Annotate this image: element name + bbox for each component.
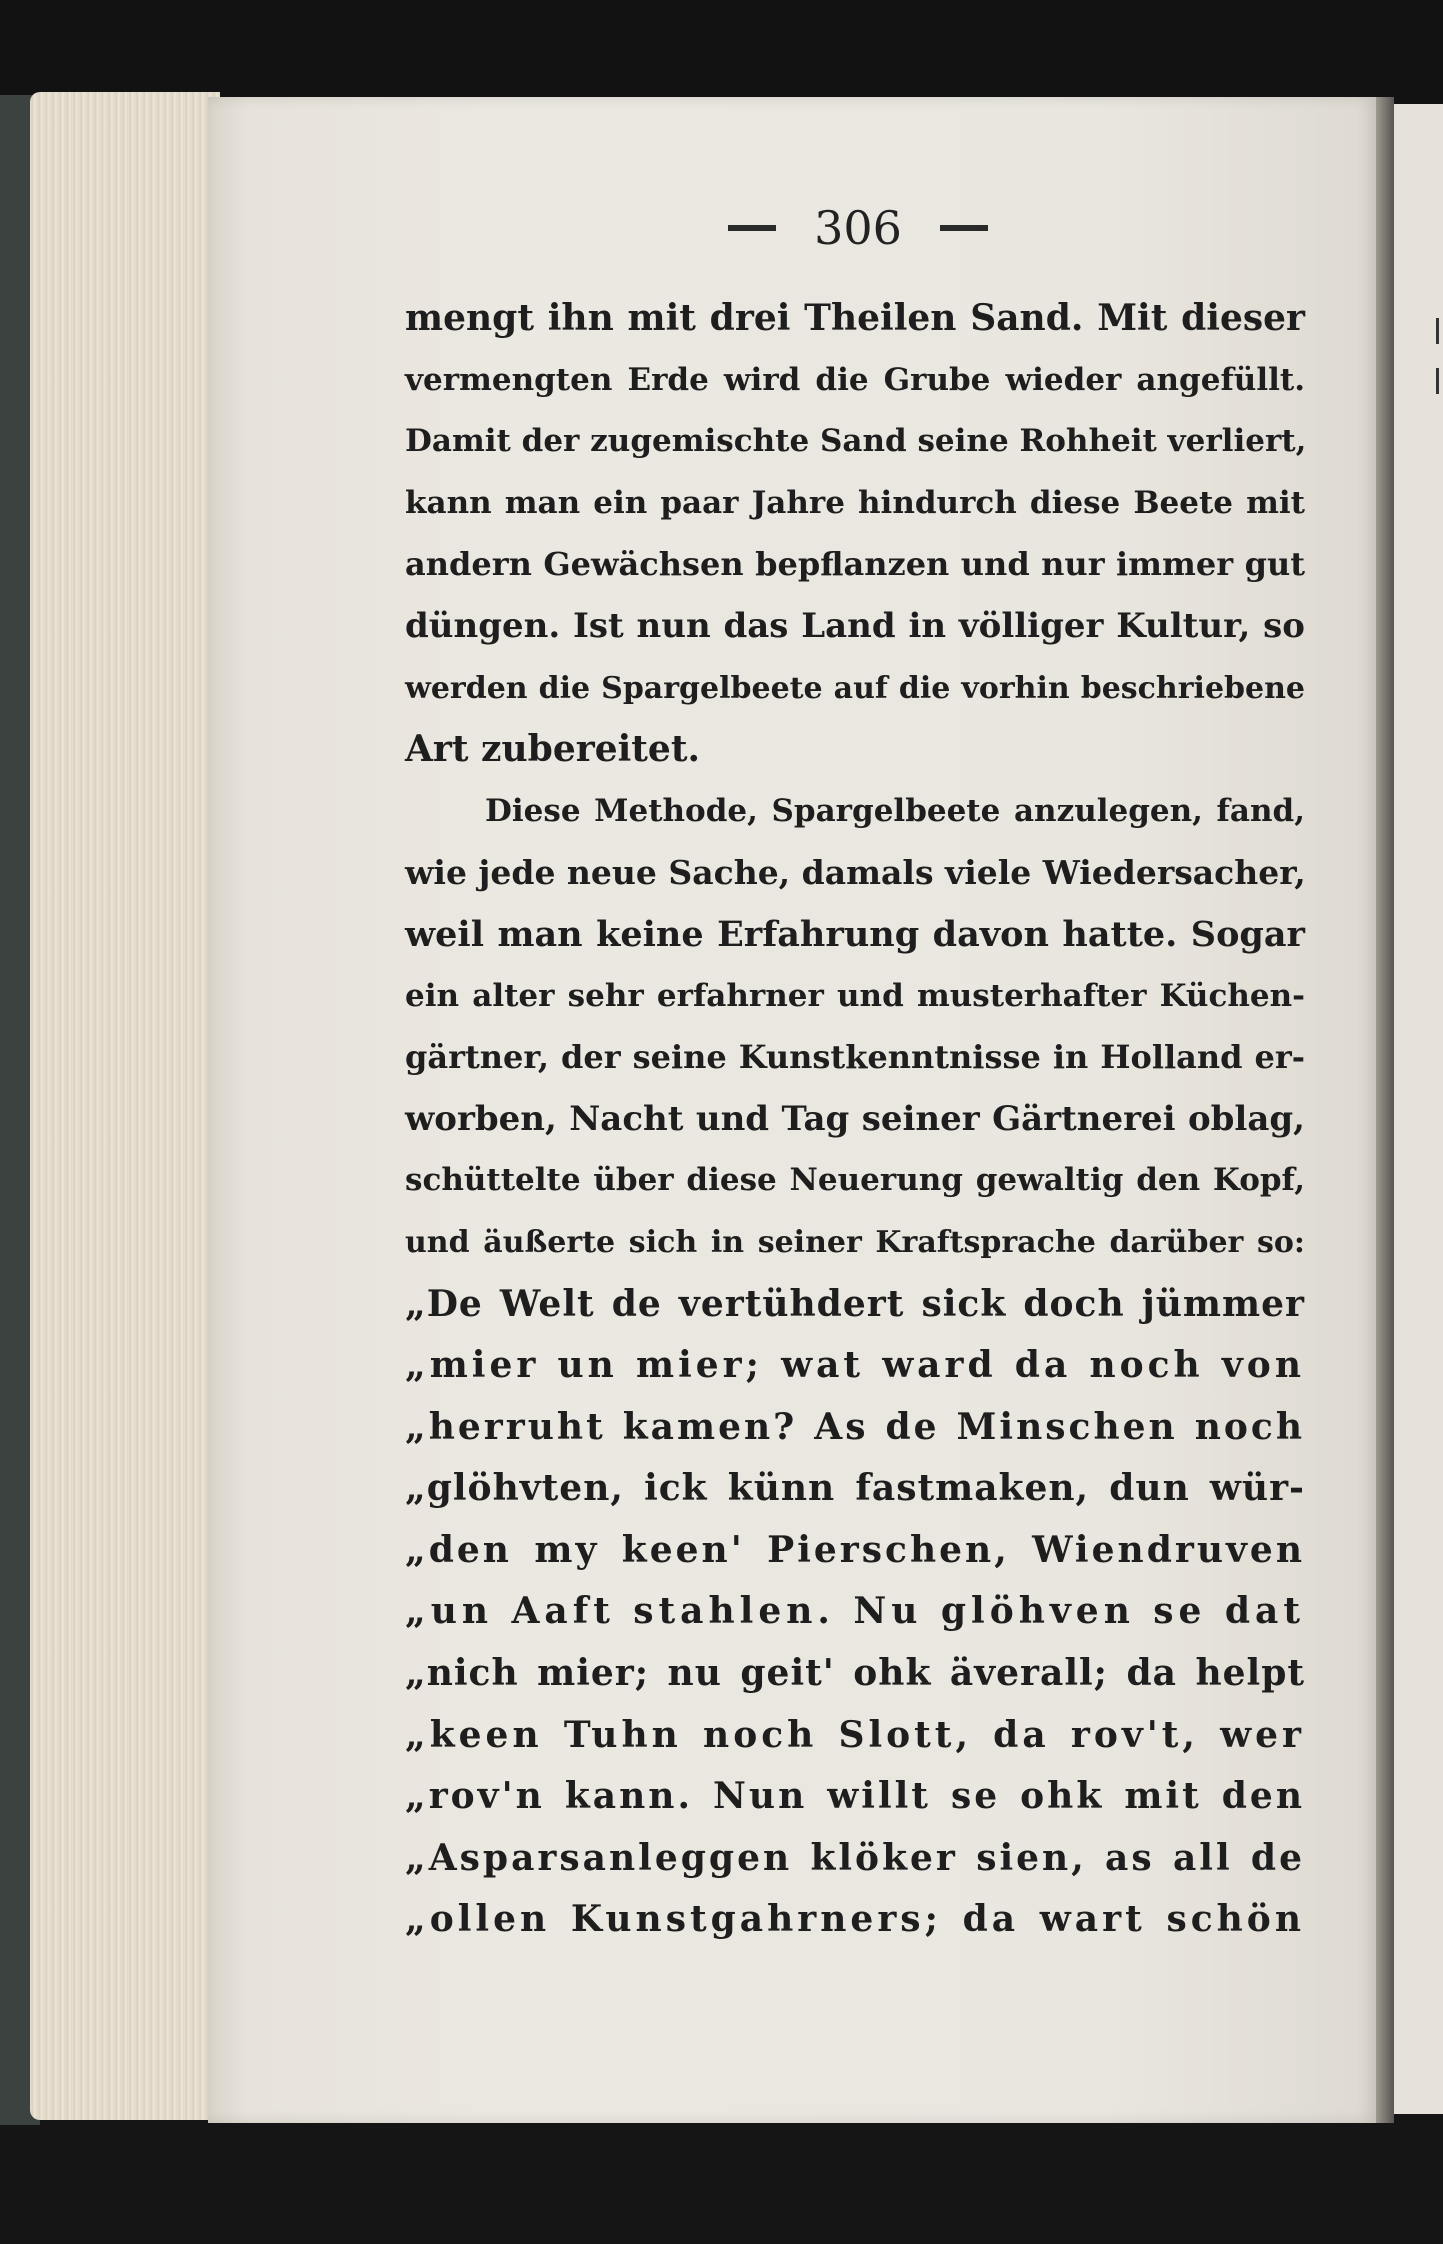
- dialect-quote-line: „ollen Kunstgahrners; da wart schön: [405, 1898, 1305, 1941]
- text-line: und äußerte sich in seiner Kraftsprache darüber so:: [405, 1224, 1305, 1260]
- background-bottom: [0, 2110, 1443, 2244]
- header-dash-right: [940, 225, 988, 231]
- dialect-quote-line: „mier un mier; wat ward da noch von: [405, 1344, 1305, 1387]
- book-gutter: [1376, 97, 1394, 2123]
- dialect-quote-line: „den my keen' Pierschen, Wiendruven: [405, 1528, 1305, 1571]
- text-line: wie jede neue Sache, damals viele Wiedersacher,: [405, 853, 1306, 893]
- text-line: düngen. Ist nun das Land in völliger Kultur, so: [405, 605, 1305, 646]
- text-line: gärtner, der seine Kunstkenntnisse in Holland er-: [405, 1038, 1305, 1077]
- text-line: ein alter sehr erfahrner und musterhafter Küchen-: [405, 977, 1305, 1014]
- text-line: schüttelte über diese Neuerung gewaltig den Kopf,: [405, 1162, 1305, 1199]
- text-line: mengt ihn mit drei Theilen Sand. Mit dieser: [405, 297, 1305, 339]
- page-header: [708, 198, 1008, 258]
- page-number: 306: [814, 201, 902, 255]
- header-dash-left: [728, 225, 776, 231]
- text-line: Diese Methode, Spargelbeete anzulegen, fand,: [485, 792, 1305, 829]
- text-line: andern Gewächsen bepflanzen und nur immer gut: [405, 545, 1305, 584]
- dialect-quote-line: „nich mier; nu geit' ohk äverall; da helpt: [405, 1652, 1305, 1695]
- dialect-quote-line: „un Aaft stahlen. Nu glöhven se dat: [405, 1590, 1305, 1633]
- facing-page-glyph: [1436, 368, 1439, 394]
- text-line: Damit der zugemischte Sand seine Rohheit verliert,: [405, 423, 1307, 460]
- text-line: vermengten Erde wird die Grube wieder angefüllt.: [405, 361, 1305, 398]
- dialect-quote-line: „rov'n kann. Nun willt se ohk mit den: [405, 1775, 1305, 1818]
- text-line: Art zubereitet.: [405, 728, 700, 771]
- dialect-quote-line: „De Welt de vertühdert sick doch jümmer: [405, 1282, 1305, 1325]
- dialect-quote-line: „keen Tuhn noch Slott, da rov't, wer: [405, 1713, 1305, 1756]
- dialect-quote-line: „glöhvten, ick künn fastmaken, dun wür-: [405, 1467, 1305, 1510]
- page-stack-edge: [30, 92, 220, 2120]
- facing-page-glyph: [1436, 318, 1439, 344]
- text-line: worben, Nacht und Tag seiner Gärtnerei oblag,: [405, 1098, 1305, 1139]
- text-line: weil man keine Erfahrung davon hatte. Sogar: [405, 913, 1305, 955]
- text-line: kann man ein paar Jahre hindurch diese Beete mit: [405, 484, 1305, 521]
- text-line: werden die Spargelbeete auf die vorhin beschriebene: [405, 670, 1305, 706]
- body-text: [405, 288, 1305, 1951]
- background-top: [0, 0, 1443, 105]
- facing-page-edge: [1394, 104, 1443, 2114]
- dialect-quote-line: „herruht kamen? As de Minschen noch: [405, 1405, 1305, 1448]
- dialect-quote-line: „Asparsanleggen klöker sien, as all de: [405, 1836, 1305, 1879]
